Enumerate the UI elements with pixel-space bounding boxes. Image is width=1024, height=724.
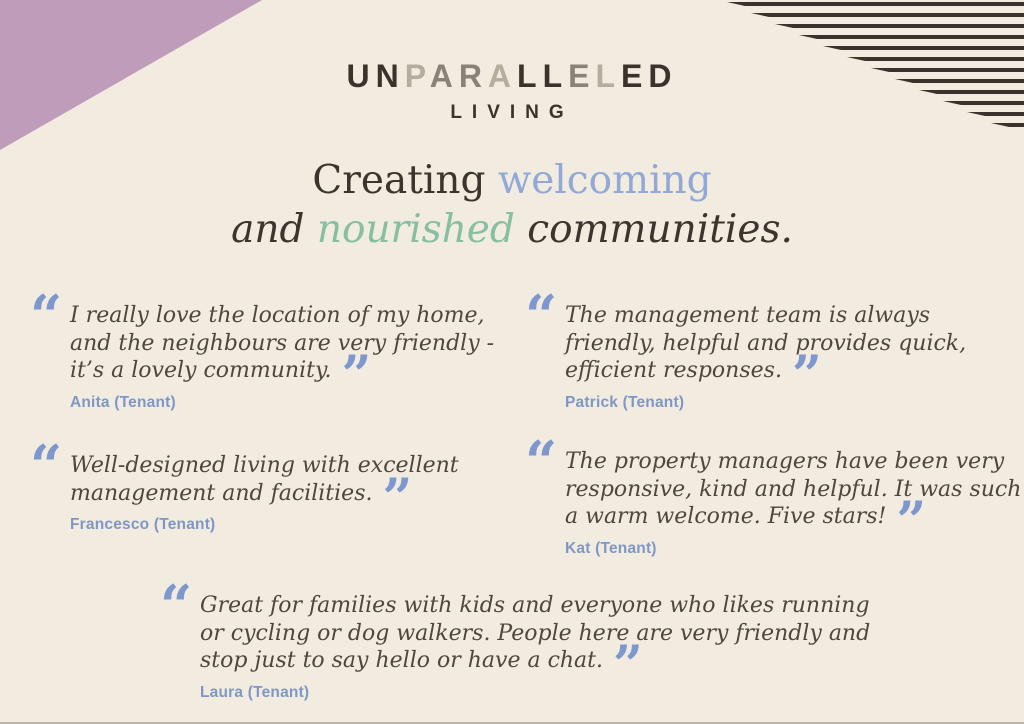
- open-quote-icon: “: [525, 283, 558, 349]
- attribution: Kat (Tenant): [565, 539, 657, 557]
- open-quote-icon: “: [30, 283, 63, 349]
- quote-line: stop just to say hello or have a chat. ”: [200, 635, 643, 696]
- brand-logo: [0, 58, 1024, 124]
- logo-letter: N: [375, 58, 405, 94]
- testimonial-patrick: [525, 283, 967, 412]
- quote-line: it’s a lovely community. ”: [70, 345, 372, 406]
- quote-line: management and facilities. ”: [70, 467, 413, 529]
- testimonial-francesco: [30, 433, 459, 534]
- logo-letter: L: [595, 58, 622, 94]
- attribution: Patrick (Tenant): [565, 393, 685, 411]
- headline-seg-communities: communities.: [514, 207, 793, 252]
- headline-seg-and: and: [231, 207, 317, 252]
- logo-sub: LIVING: [450, 102, 574, 123]
- open-quote-icon: “: [525, 429, 558, 495]
- open-quote-icon: “: [30, 433, 63, 499]
- quote-line: Great for families with kids and everyone who likes running: [200, 593, 870, 618]
- quote-line: friendly, helpful and provides quick,: [565, 330, 967, 356]
- logo-letter: E: [621, 58, 649, 94]
- testimonial-kat: [525, 429, 1022, 558]
- quote-line: and the neighbours are very friendly -: [70, 330, 495, 356]
- testimonial-laura: [160, 573, 871, 702]
- attribution: Anita (Tenant): [70, 393, 176, 411]
- attribution: Laura (Tenant): [200, 683, 310, 701]
- headline-seg-creating: Creating: [312, 158, 498, 203]
- quote-line: The property managers have been very: [565, 449, 1005, 474]
- attribution: Francesco (Tenant): [70, 516, 216, 533]
- headline-line-2: [0, 205, 1024, 254]
- headline-seg-nourished: nourished: [316, 207, 515, 252]
- testimonial-anita: [30, 283, 495, 412]
- quote-line: or cycling or dog walkers. People here are very friendly and: [200, 620, 871, 646]
- quote-line: responsive, kind and helpful. It was such: [565, 476, 1022, 502]
- quote-line: a warm welcome. Five stars! ”: [565, 491, 927, 552]
- quote-line: I really love the location of my home,: [70, 303, 485, 328]
- logo-letter: A: [487, 58, 518, 94]
- logo-letter: A: [429, 58, 459, 94]
- headline-seg-welcoming: welcoming: [497, 158, 712, 203]
- open-quote-icon: “: [160, 573, 193, 639]
- logo-letter: P: [404, 58, 430, 94]
- headline-line-1: [0, 156, 1024, 205]
- logo-letter: E: [568, 58, 596, 94]
- logo-letter: L: [517, 58, 543, 94]
- quote-line: The management team is always: [565, 303, 931, 328]
- logo-letter: U: [346, 58, 376, 94]
- logo-letter: L: [542, 58, 569, 94]
- logo-letter: D: [648, 58, 678, 94]
- page-title: [0, 156, 1024, 254]
- logo-main: [0, 58, 1024, 95]
- quote-line: Well-designed living with excellent: [70, 453, 459, 478]
- logo-letter: R: [458, 58, 488, 94]
- quote-line: efficient responses. ”: [565, 345, 822, 406]
